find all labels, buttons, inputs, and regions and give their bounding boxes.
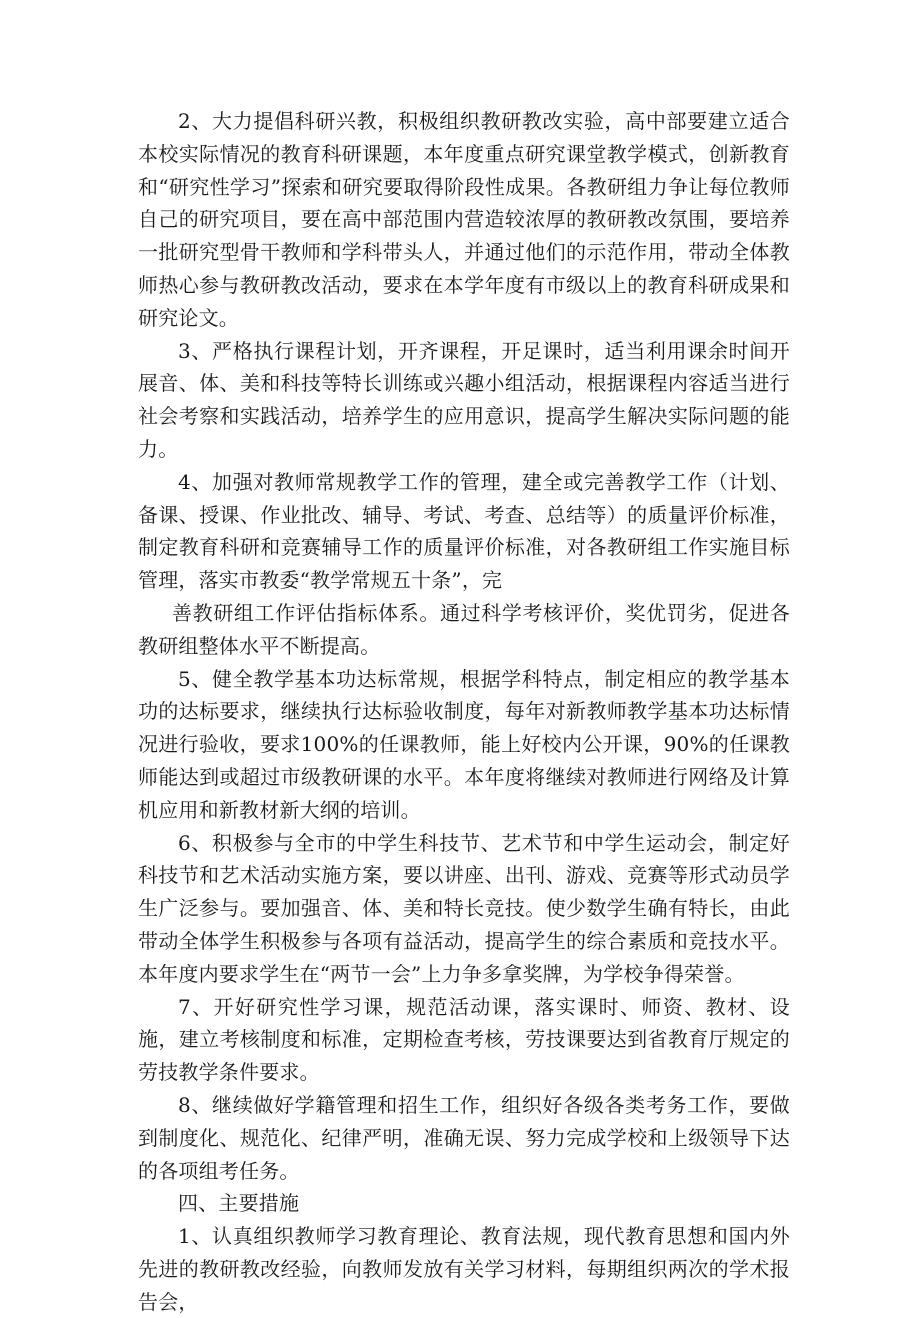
section-heading-main-measures: 四、主要措施 — [178, 1191, 300, 1216]
paragraph-item-8: 8、继续做好学籍管理和招生工作，组织好各级各类考务工作，要做到制度化、规范化、纪律严明，准确无误、努力完成学校和上级领导下达的各项组考任务。 — [138, 1092, 790, 1183]
paragraph-item-5: 5、健全教学基本功达标常规，根据学科特点，制定相应的教学基本功的达标要求，继续执行达标验收制度，每年对新教师教学基本功达标情况进行验收，要求100%的任课教师，能上好校内公开课，90%的任课教师能达到或超过市级教研课的水平。本年度将继续对教师进行网络及计算机应用和新教材新大纲的培训。 — [138, 666, 790, 822]
paragraph-item-7: 7、开好研究性学习课，规范活动课，落实课时、师资、教材、设施，建立考核制度和标准，定期检查考核，劳技课要达到省教育厅规定的劳技教学条件要求。 — [138, 994, 790, 1085]
document-body — [138, 105, 790, 1318]
paragraph-item-6: 6、积极参与全市的中学生科技节、艺术节和中学生运动会，制定好科技节和艺术活动实施方案，要以讲座、出刊、游戏、竞赛等形式动员学生广泛参与。要加强音、体、美和特长竞技。使少数学生确有特长，由此带动全体学生积极参与各项有益活动，提高学生的综合素质和竞技水平。本年度内要求学生在“两节一会”上力争多拿奖牌，为学校争得荣誉。 — [138, 830, 790, 986]
paragraph-measure-1: 1、认真组织教师学习教育理论、教育法规，现代教育思想和国内外先进的教研教改经验，向教师发放有关学习材料，每期组织两次的学术报告会， — [138, 1224, 790, 1314]
paragraph-item-2: 2、大力提倡科研兴教，积极组织教研教改实验，高中部要建立适合本校实际情况的教育科研课题，本年度重点研究课堂教学模式，创新教育和“研究性学习”探索和研究要取得阶段性成果。各教研组力争让每位教师自己的研究项目，要在高中部范围内营造较浓厚的教研教改氛围，要培养一批研究型骨干教师和学科带头人，并通过他们的示范作用，带动全体教师热心参与教研教改活动，要求在本学年度有市级以上的教育科研成果和研究论文。 — [138, 109, 790, 330]
paragraph-item-4: 4、加强对教师常规教学工作的管理，建全或完善教学工作（计划、备课、授课、作业批改、辅导、考试、考查、总结等）的质量评价标准，制定教育科研和竞赛辅导工作的质量评价标准，对各教研组工作实施目标管理，落实市教委“教学常规五十条”，完 — [138, 469, 790, 593]
paragraph-item-4-continued: 善教研组工作评估指标体系。通过科学考核评价，奖优罚劣，促进各教研组整体水平不断提高。 — [138, 600, 790, 658]
paragraph-item-3: 3、严格执行课程计划，开齐课程，开足课时，适当利用课余时间开展音、体、美和科技等特长训练或兴趣小组活动，根据课程内容适当进行社会考察和实践活动，培养学生的应用意识，提高学生解决实际问题的能力。 — [138, 338, 790, 461]
